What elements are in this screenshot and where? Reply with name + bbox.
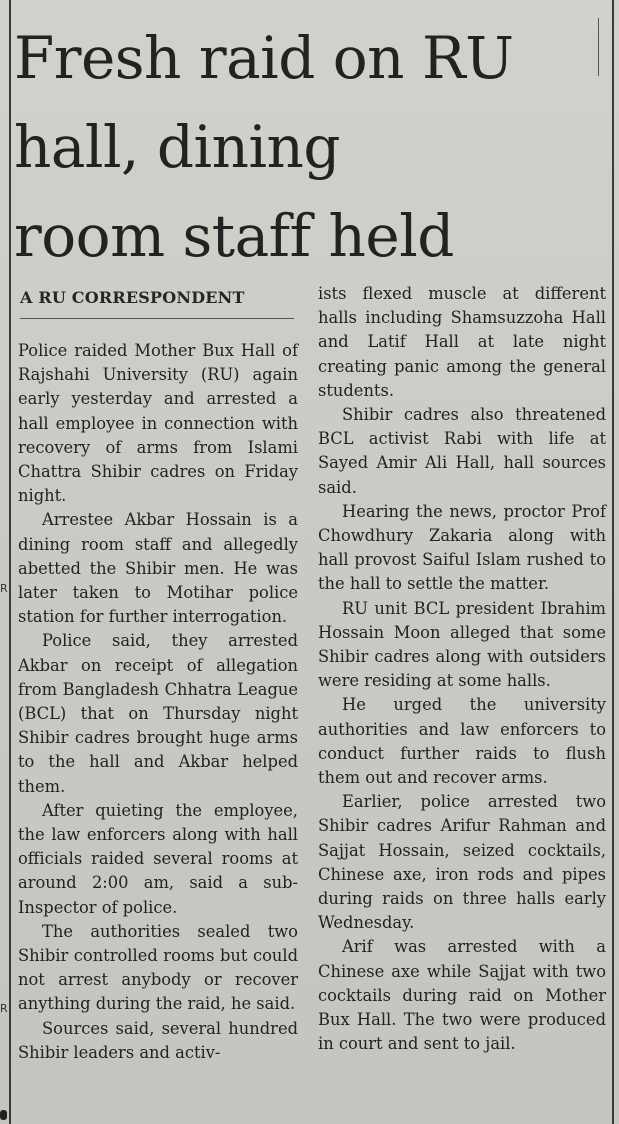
paragraph: RU unit BCL president Ibrahim Hossain Moon alleged that some Shibir cadres along with outsiders were residing at some halls.: [318, 598, 606, 691]
paragraph: Arrestee Akbar Hossain is a dining room staff and allegedly abetted the Shibir men. He was later taken to Motihar police station for further interrogation.: [18, 510, 298, 627]
paragraph: Earlier, police arrested two Shibir cadres Arifur Rahman and Sajjat Hossain, seized cocktails, Chinese axe, iron rods and pipes during raids on three halls early Wednesday.: [318, 792, 606, 933]
right-border-rule: [612, 0, 614, 1124]
left-column: [18, 339, 298, 1065]
paragraph: ists flexed muscle at different halls including Shamsuzzoha Hall and Latif Hall at late night creating panic among the general students.: [318, 284, 606, 400]
edge-mark-1: R: [0, 582, 8, 595]
paragraph: He urged the university authorities and law enforcers to conduct further raids to flush them out and recover arms.: [318, 695, 606, 788]
headline: Fresh raid on RU hall, dining room staff held: [14, 24, 514, 270]
byline-rule: [20, 318, 294, 319]
paragraph: Shibir cadres also threatened BCL activist Rabi with life at Sayed Amir Ali Hall, hall sources said.: [318, 405, 606, 497]
left-border-rule: [9, 0, 11, 1124]
edge-dot: [0, 1110, 7, 1120]
paragraph: Arif was arrested with a Chinese axe while Sajjat with two cocktails during raid on Mother Bux Hall. The two were produced in court and sent to jail.: [318, 937, 606, 1054]
edge-mark-2: R: [0, 1002, 8, 1015]
paragraph: Sources said, several hundred Shibir leaders and activ-: [18, 1018, 298, 1062]
paragraph: The authorities sealed two Shibir controlled rooms but could not arrest anybody or recover anything during the raid, he said.: [18, 921, 298, 1014]
paragraph: Police raided Mother Bux Hall of Rajshahi University (RU) again early yesterday and arrested a hall employee in connection with recovery of arms from Islami Chattra Shibir cadres on Friday night.: [18, 341, 298, 506]
byline: A RU CORRESPONDENT: [20, 288, 245, 307]
paragraph: Police said, they arrested Akbar on receipt of allegation from Bangladesh Chhatra League (BCL) that on Thursday night Shibir cadres brought huge arms to the hall and Akbar helped them.: [18, 631, 298, 796]
paragraph: After quieting the employee, the law enforcers along with hall officials raided several rooms at around 2:00 am, said a sub-Inspector of police.: [18, 800, 298, 917]
right-column: [318, 282, 606, 1057]
paragraph: Hearing the news, proctor Prof Chowdhury Zakaria along with hall provost Saiful Islam rushed to the hall to settle the matter.: [318, 501, 606, 594]
